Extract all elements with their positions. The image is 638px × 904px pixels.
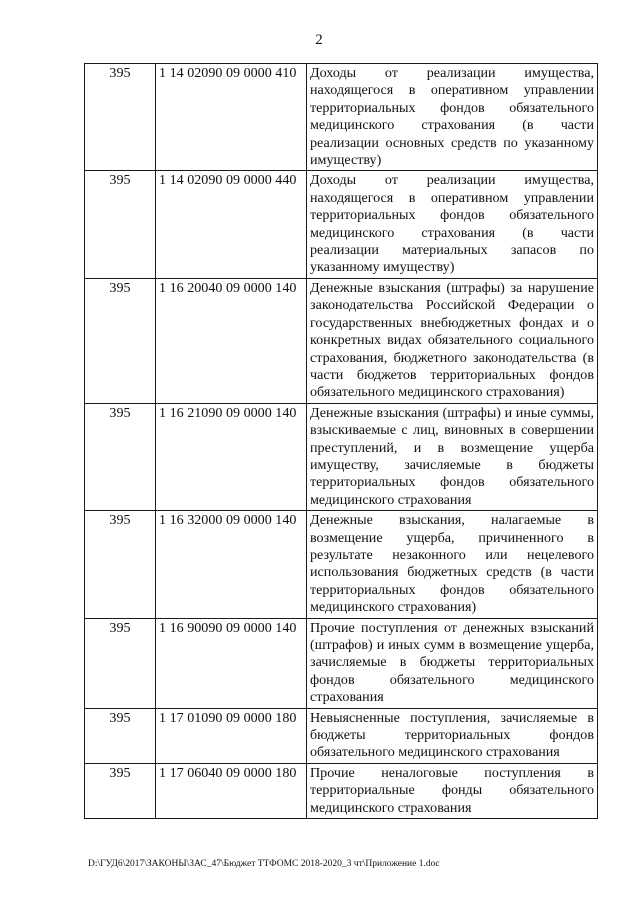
table-row bbox=[85, 763, 598, 818]
revenue-name-cell: Денежные взыскания, налагаемые в возмещение ущерба, причиненного в результате незаконного или нецелевого использования бюджетных средств (в части территориальных фондов обязательного медицинского страхования) bbox=[307, 511, 598, 618]
budget-code-cell: 1 16 90090 09 0000 140 bbox=[156, 618, 307, 708]
table-row bbox=[85, 708, 598, 763]
file-path-footer: D:\ГУД6\2017\ЗАКОНЫ\ЗАС_47\Бюджет ТТФОМС 2018-2020_3 чт\Приложение 1.doc bbox=[88, 859, 440, 869]
table-row bbox=[85, 171, 598, 278]
budget-code-cell: 1 14 02090 09 0000 440 bbox=[156, 171, 307, 278]
admin-code-cell: 395 bbox=[85, 171, 156, 278]
revenue-name-cell: Денежные взыскания (штрафы) и иные суммы, взыскиваемые с лиц, виновных в совершении преступлений, и в возмещение ущерба имуществу, зачисляемые в бюджеты территориальных фондов обязательного медицинского страхования bbox=[307, 403, 598, 510]
table-row bbox=[85, 64, 598, 171]
revenue-name-cell: Прочие поступления от денежных взысканий (штрафов) и иных сумм в возмещение ущерба, зачисляемые в бюджеты территориальных фондов обязательного медицинского страхования bbox=[307, 618, 598, 708]
budget-code-cell: 1 16 32000 09 0000 140 bbox=[156, 511, 307, 618]
revenue-name-cell: Невыясненные поступления, зачисляемые в бюджеты территориальных фондов обязательного медицинского страхования bbox=[307, 708, 598, 763]
table-row bbox=[85, 403, 598, 510]
admin-code-cell: 395 bbox=[85, 64, 156, 171]
table-row bbox=[85, 511, 598, 618]
table-row bbox=[85, 278, 598, 403]
revenue-name-cell: Доходы от реализации имущества, находящегося в оперативном управлении территориальных фондов обязательного медицинского страхования (в части реализации основных средств по указанному имуществу) bbox=[307, 64, 598, 171]
budget-code-cell: 1 16 20040 09 0000 140 bbox=[156, 278, 307, 403]
revenue-name-cell: Прочие неналоговые поступления в территориальные фонды обязательного медицинского страхования bbox=[307, 763, 598, 818]
budget-code-cell: 1 14 02090 09 0000 410 bbox=[156, 64, 307, 171]
admin-code-cell: 395 bbox=[85, 511, 156, 618]
revenue-name-cell: Денежные взыскания (штрафы) за нарушение законодательства Российской Федерации о государственных внебюджетных фондах и о конкретных видах обязательного социального страхования, бюджетного законодательства (в части бюджетов территориальных фондов обязательного медицинского страхования) bbox=[307, 278, 598, 403]
admin-code-cell: 395 bbox=[85, 763, 156, 818]
budget-code-cell: 1 16 21090 09 0000 140 bbox=[156, 403, 307, 510]
table-row bbox=[85, 618, 598, 708]
admin-code-cell: 395 bbox=[85, 278, 156, 403]
admin-code-cell: 395 bbox=[85, 403, 156, 510]
admin-code-cell: 395 bbox=[85, 708, 156, 763]
page-number: 2 bbox=[315, 32, 323, 48]
revenue-name-cell: Доходы от реализации имущества, находящегося в оперативном управлении территориальных фондов обязательного медицинского страхования (в части реализации материальных запасов по указанному имуществу) bbox=[307, 171, 598, 278]
budget-code-cell: 1 17 06040 09 0000 180 bbox=[156, 763, 307, 818]
admin-code-cell: 395 bbox=[85, 618, 156, 708]
revenue-codes-table bbox=[84, 63, 598, 819]
budget-code-cell: 1 17 01090 09 0000 180 bbox=[156, 708, 307, 763]
